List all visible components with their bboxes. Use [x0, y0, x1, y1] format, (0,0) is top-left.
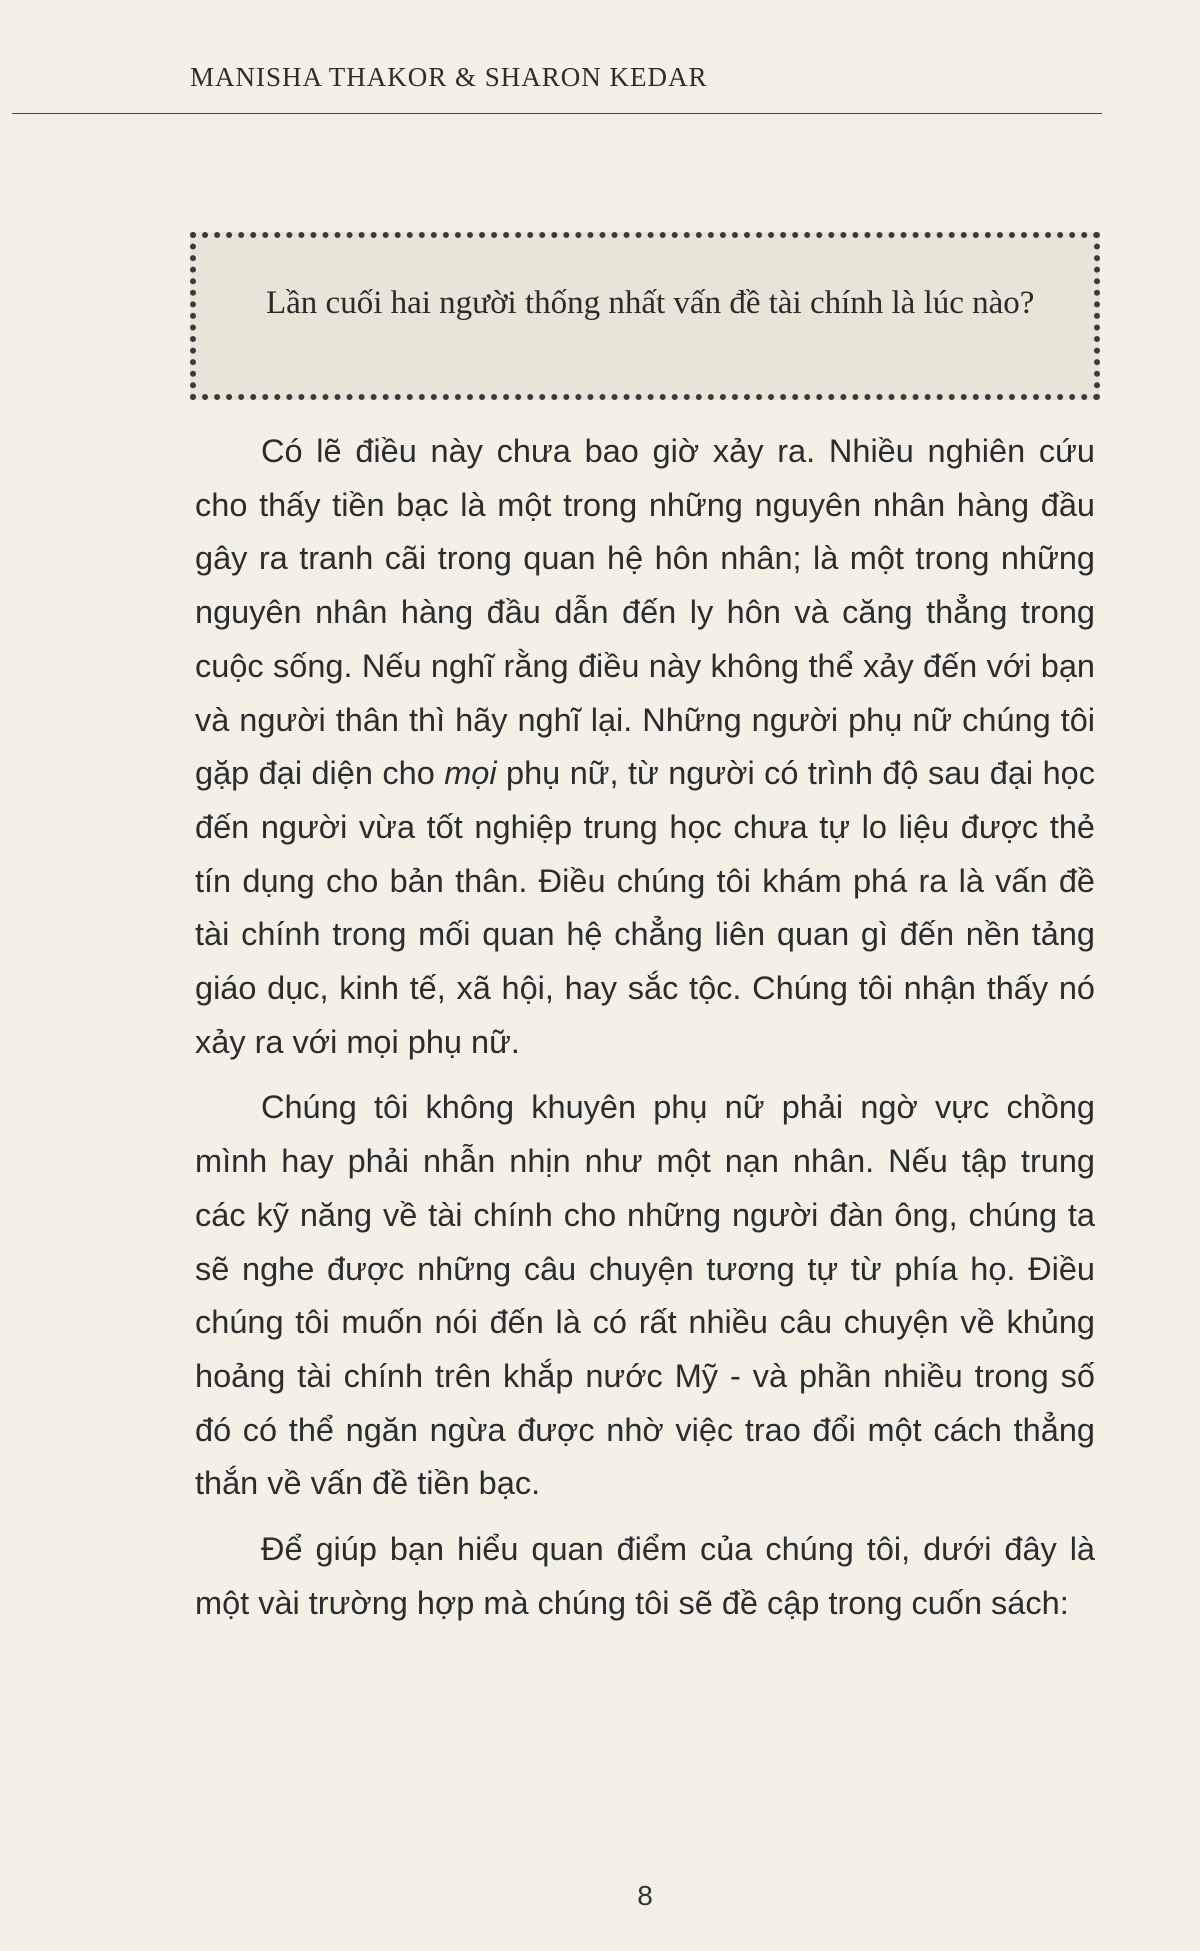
paragraph-1-text-b: phụ nữ, từ người có trình độ sau đại học đến người vừa tốt nghiệp trung học chưa tự lo liệu được thẻ tín dụng cho bản thân. Điều chúng tôi khám phá ra là vấn đề tài chính trong mối quan hệ chẳng liên quan gì đến nền tảng giáo dục, kinh tế, xã hội, hay sắc tộc. Chúng tôi nhận thấy nó xảy ra với mọi phụ nữ.: [195, 755, 1095, 1060]
paragraph-1-emphasis: mọi: [444, 755, 497, 792]
paragraph-1-text-a: Có lẽ điều này chưa bao giờ xảy ra. Nhiều nghiên cứu cho thấy tiền bạc là một trong những nguyên nhân hàng đầu gây ra tranh cãi trong quan hệ hôn nhân; là một trong những nguyên nhân hàng đầu dẫn đến ly hôn và căng thẳng trong cuộc sống. Nếu nghĩ rằng điều này không thể xảy đến với bạn và người thân thì hãy nghĩ lại. Những người phụ nữ chúng tôi gặp đại diện cho: [195, 433, 1095, 792]
header-rule: [12, 113, 1102, 114]
callout-box: [190, 232, 1100, 400]
running-head: MANISHA THAKOR & SHARON KEDAR: [190, 62, 708, 92]
paragraph-3: Để giúp bạn hiểu quan điểm của chúng tôi, dưới đây là một vài trường hợp mà chúng tôi sẽ đề cập trong cuốn sách:: [195, 1531, 1095, 1621]
paragraph-2: Chúng tôi không khuyên phụ nữ phải ngờ vực chồng mình hay phải nhẫn nhịn như một nạn nhân. Nếu tập trung các kỹ năng về tài chính cho những người đàn ông, chúng ta sẽ nghe được những câu chuyện tương tự từ phía họ. Điều chúng tôi muốn nói đến là có rất nhiều câu chuyện về khủng hoảng tài chính trên khắp nước Mỹ - và phần nhiều trong số đó có thể ngăn ngừa được nhờ việc trao đổi một cách thẳng thắn về vấn đề tiền bạc.: [195, 1089, 1095, 1502]
body-text: [195, 425, 1095, 1642]
paragraph-1: [195, 425, 1095, 1069]
page-number: 8: [637, 1880, 653, 1911]
callout-question: Lần cuối hai người thống nhất vấn đề tài chính là lúc nào?: [266, 285, 1035, 321]
